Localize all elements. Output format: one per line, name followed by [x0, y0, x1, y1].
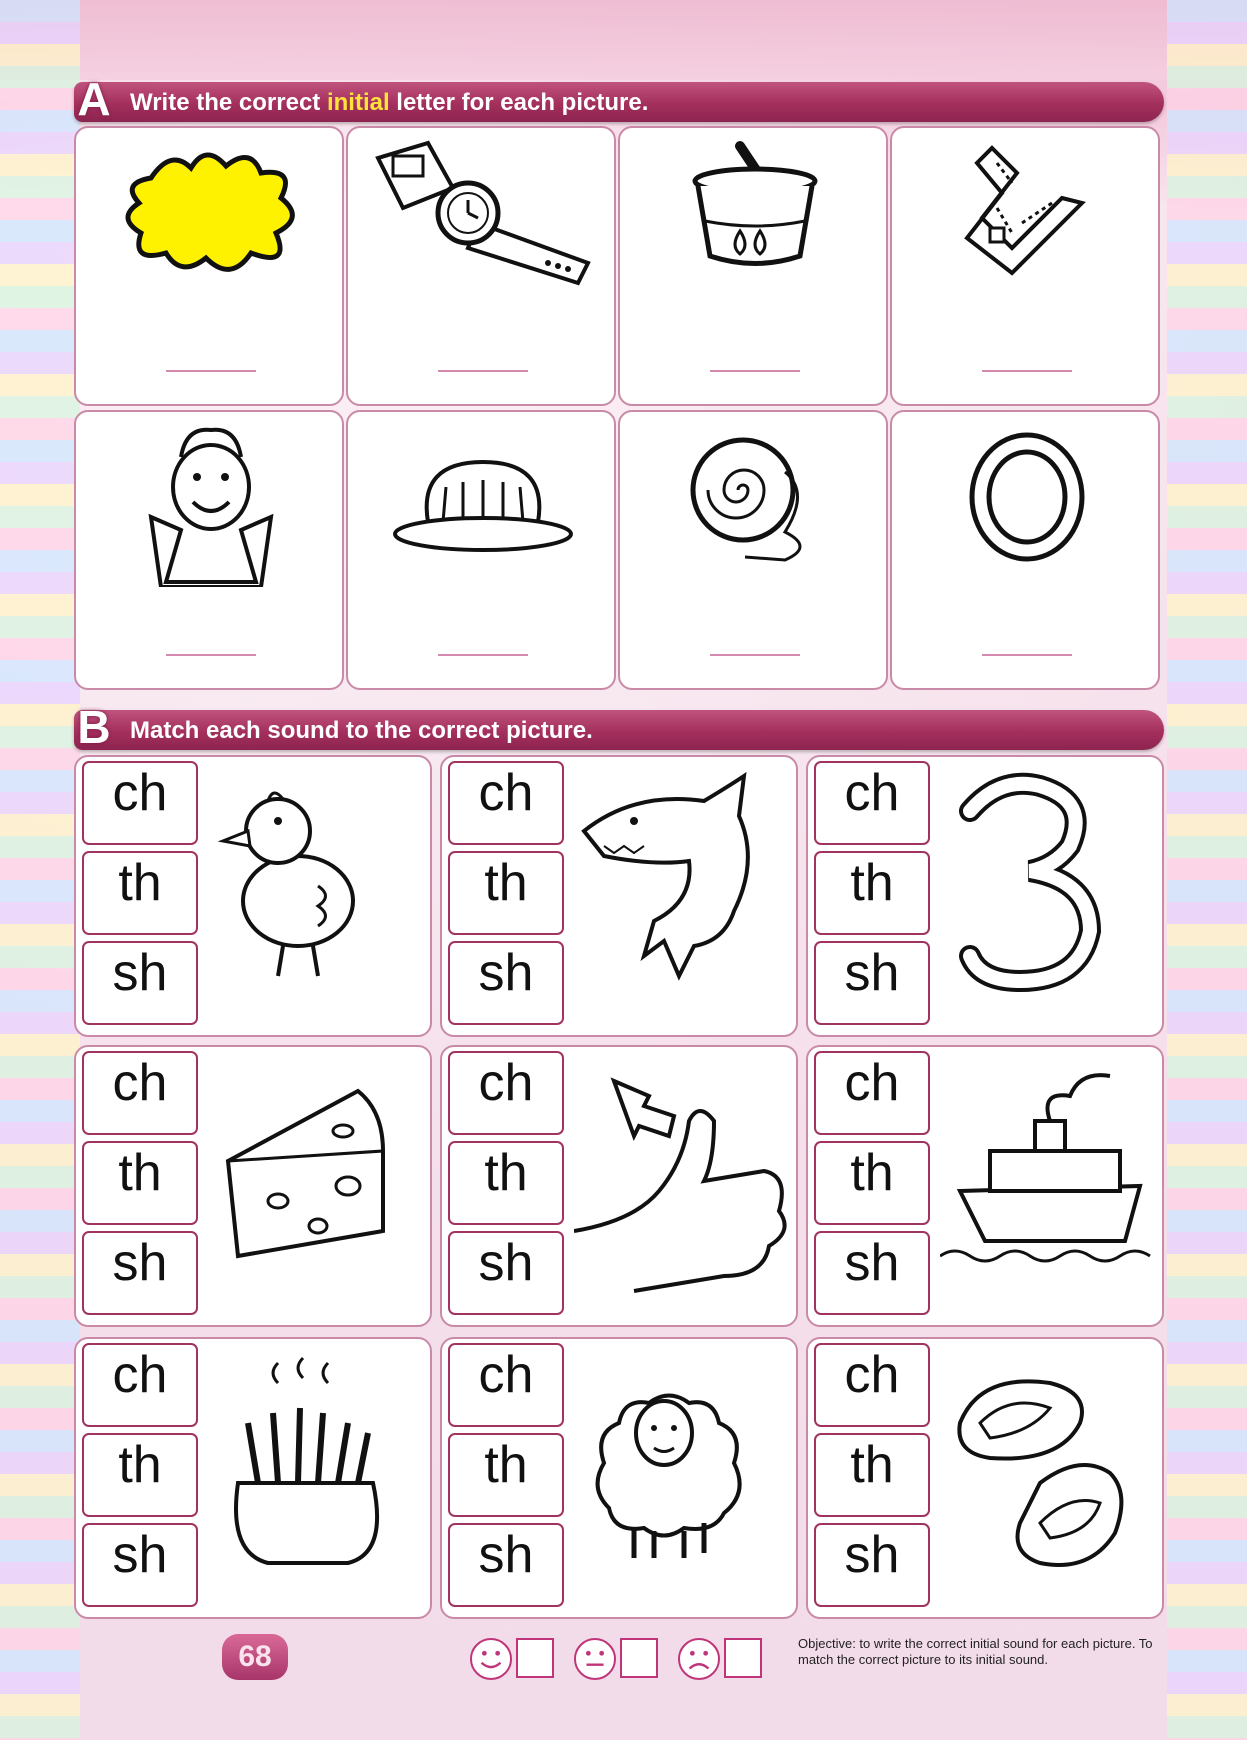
match-card-shark [440, 755, 798, 1037]
match-card-three [806, 755, 1164, 1037]
sheep-icon [574, 1353, 789, 1588]
answer-line[interactable] [982, 654, 1072, 656]
sound-option-th[interactable]: th [448, 851, 564, 935]
left-decorative-border [0, 0, 80, 1740]
picture-card-yoyo [618, 410, 888, 690]
match-card-thumb [440, 1045, 798, 1327]
picture-card-vampire [74, 410, 344, 690]
section-a-letter: A [77, 73, 111, 125]
sad-checkbox[interactable] [724, 1638, 762, 1678]
sound-option-ch[interactable]: ch [82, 1051, 198, 1135]
happy-checkbox[interactable] [516, 1638, 554, 1678]
answer-line[interactable] [166, 654, 256, 656]
sound-option-ch[interactable]: ch [814, 761, 930, 845]
chips-icon [208, 1353, 423, 1588]
sound-option-sh[interactable]: sh [814, 941, 930, 1025]
section-b-title: Match each sound to the correct picture. [130, 717, 593, 744]
picture-card-splash [74, 126, 344, 406]
match-card-cheese [74, 1045, 432, 1327]
section-a-title-highlight: initial [326, 89, 390, 116]
zipper-icon [952, 138, 1102, 288]
shark-icon [574, 771, 789, 1006]
section-b-banner [74, 701, 1164, 753]
neutral-checkbox[interactable] [620, 1638, 658, 1678]
picture-card-yogurt [618, 126, 888, 406]
sound-option-th[interactable]: th [82, 1433, 198, 1517]
cheese-icon [208, 1061, 423, 1296]
sound-option-sh[interactable]: sh [82, 941, 198, 1025]
picture-card-jelly [346, 410, 616, 690]
sound-option-th[interactable]: th [814, 851, 930, 935]
shoes-icon [940, 1353, 1155, 1588]
sound-option-ch[interactable]: ch [448, 1343, 564, 1427]
answer-line[interactable] [166, 370, 256, 372]
vampire-icon [141, 422, 281, 587]
sound-option-ch[interactable]: ch [82, 1343, 198, 1427]
sound-option-th[interactable]: th [814, 1433, 930, 1517]
sound-option-ch[interactable]: ch [814, 1343, 930, 1427]
page-header-band [0, 0, 1247, 80]
sound-option-sh[interactable]: sh [448, 1231, 564, 1315]
section-a-banner [74, 73, 1164, 125]
answer-line[interactable] [710, 370, 800, 372]
neutral-face-icon [574, 1638, 616, 1680]
sound-option-th[interactable]: th [82, 851, 198, 935]
objective-text: Objective: to write the correct initial sound for each picture. To match the correct picture to its initial sound. [798, 1636, 1153, 1667]
sound-option-th[interactable]: th [814, 1141, 930, 1225]
chick-icon [208, 771, 423, 1006]
picture-card-zipper [890, 126, 1160, 406]
match-card-ship [806, 1045, 1164, 1327]
sound-option-sh[interactable]: sh [814, 1523, 930, 1607]
answer-line[interactable] [438, 654, 528, 656]
three-icon [940, 771, 1155, 1006]
splash-icon [111, 138, 311, 288]
answer-line[interactable] [982, 370, 1072, 372]
yoyo-icon [685, 432, 825, 572]
sound-option-sh[interactable]: sh [448, 941, 564, 1025]
yogurt-icon [680, 136, 830, 286]
sound-option-ch[interactable]: ch [448, 1051, 564, 1135]
picture-card-watch [346, 126, 616, 406]
match-card-chips [74, 1337, 432, 1619]
answer-line[interactable] [710, 654, 800, 656]
match-card-chick [74, 755, 432, 1037]
answer-line[interactable] [438, 370, 528, 372]
watch-icon [358, 138, 608, 288]
section-b-letter: B [77, 701, 111, 753]
jelly-icon [388, 442, 578, 572]
sound-option-ch[interactable]: ch [814, 1051, 930, 1135]
sad-face-icon [678, 1638, 720, 1680]
sound-option-sh[interactable]: sh [448, 1523, 564, 1607]
sound-option-ch[interactable]: ch [82, 761, 198, 845]
sound-option-ch[interactable]: ch [448, 761, 564, 845]
thumb-icon [574, 1061, 789, 1296]
sound-option-sh[interactable]: sh [82, 1523, 198, 1607]
match-card-sheep [440, 1337, 798, 1619]
letter-o-icon [957, 427, 1097, 567]
sound-option-th[interactable]: th [448, 1433, 564, 1517]
page-number: 68 [222, 1634, 288, 1680]
sound-option-sh[interactable]: sh [814, 1231, 930, 1315]
picture-card-letter-o [890, 410, 1160, 690]
ship-icon [940, 1061, 1155, 1296]
section-a-title: Write the correct initial letter for each picture. [130, 89, 649, 116]
sound-option-sh[interactable]: sh [82, 1231, 198, 1315]
sound-option-th[interactable]: th [82, 1141, 198, 1225]
right-decorative-border [1167, 0, 1247, 1740]
happy-face-icon [470, 1638, 512, 1680]
sound-option-th[interactable]: th [448, 1141, 564, 1225]
match-card-shoes [806, 1337, 1164, 1619]
